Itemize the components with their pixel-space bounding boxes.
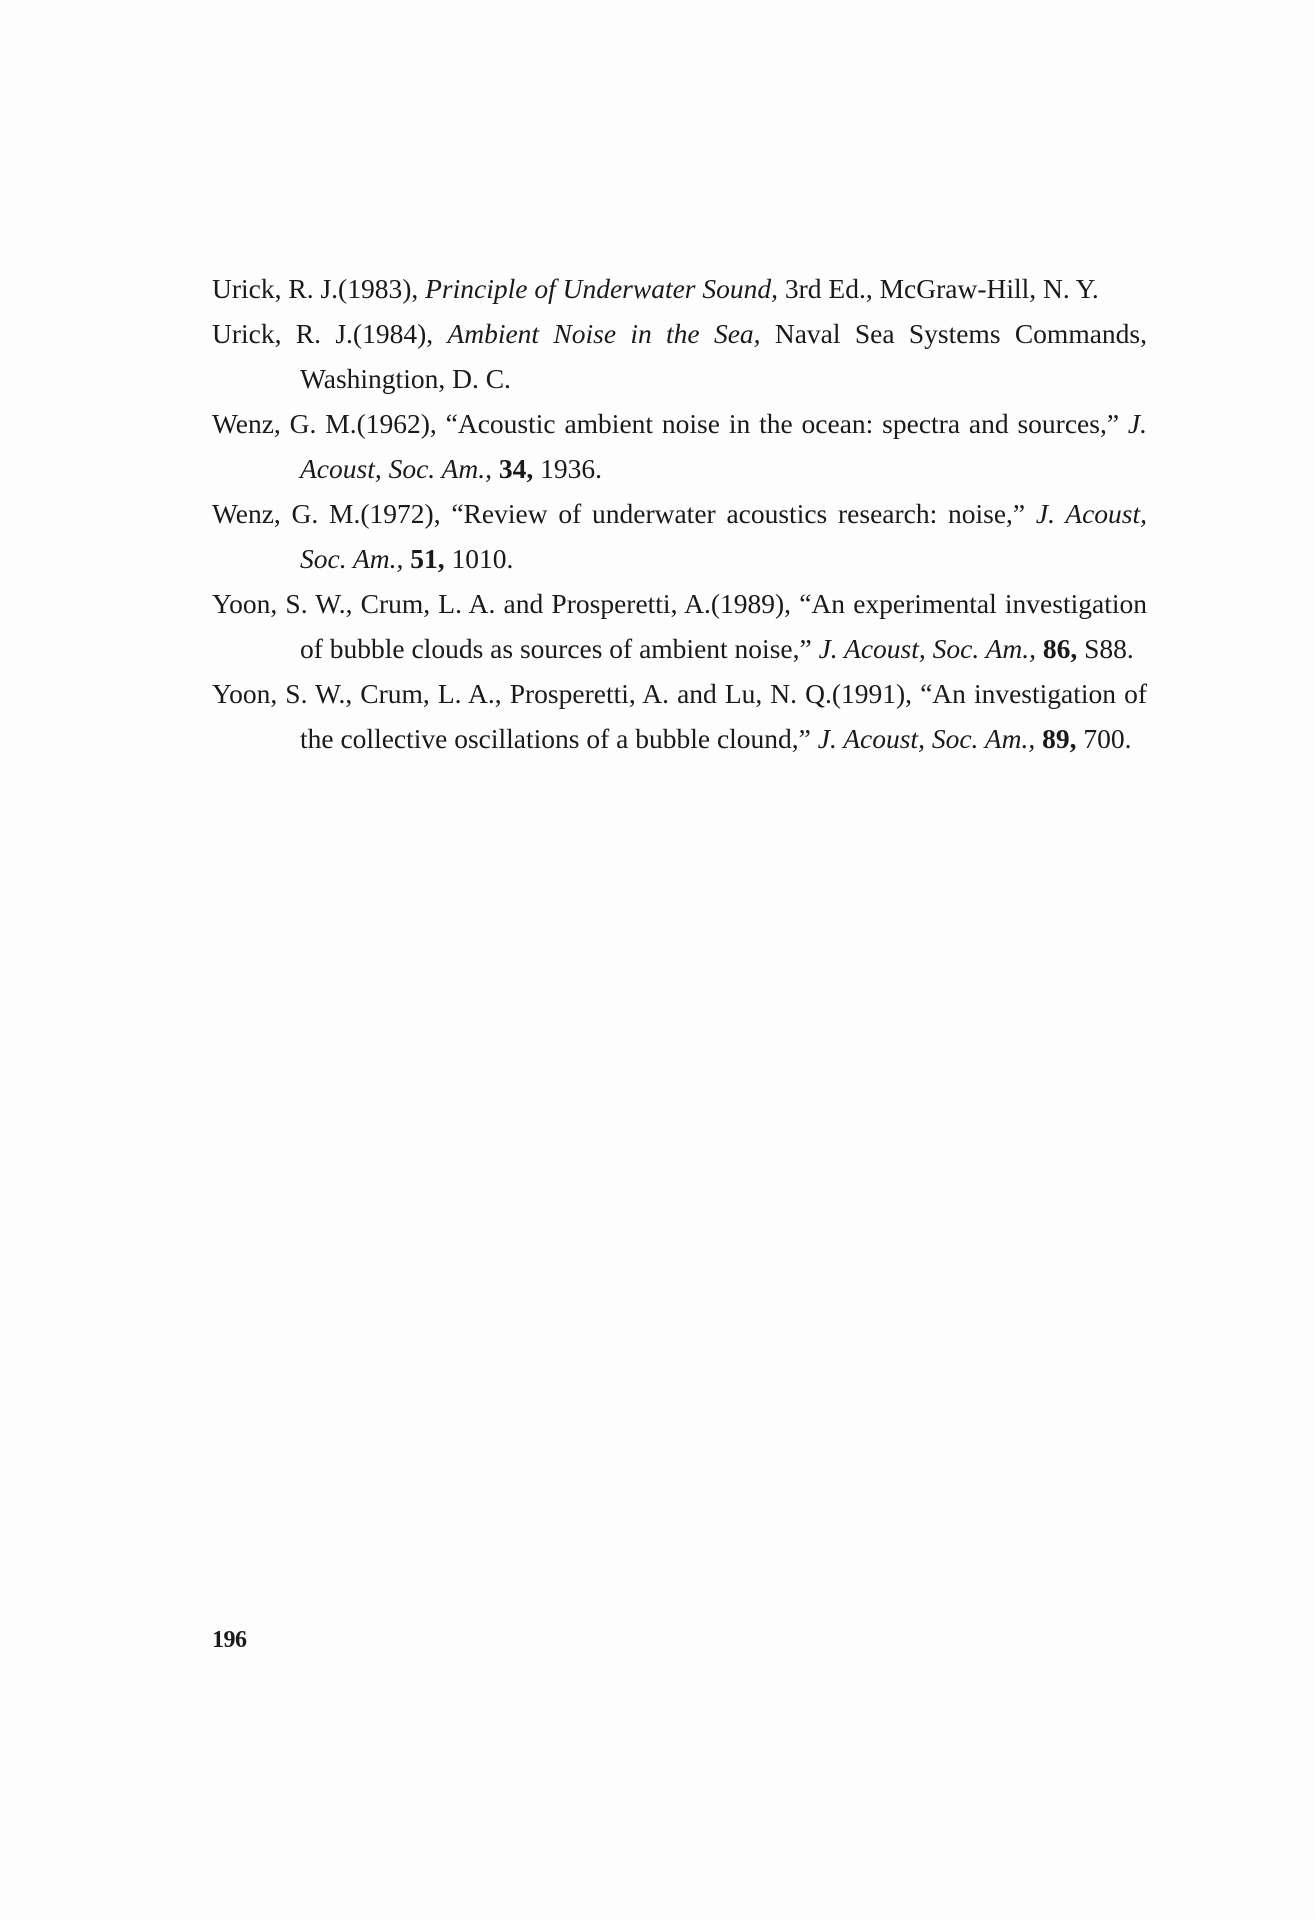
reference-journal: J. Acoust, Soc. Am., (817, 723, 1036, 754)
reference-entry (212, 401, 1147, 491)
reference-entry (212, 311, 1147, 401)
reference-pages: S88. (1077, 633, 1134, 664)
reference-title: Ambient Noise in the Sea, (447, 318, 761, 349)
reference-text: Wenz, G. M.(1972), “Review of underwater acoustics research: noise,” (212, 498, 1036, 529)
reference-pages: 700. (1076, 723, 1132, 754)
reference-text: Naval Sea Systems Commands, Washingtion, D. C. (300, 318, 1147, 394)
reference-text: Yoon, S. W., Crum, L. A. and Prosperetti, A.(1989), “An experimental investigation of bubble clouds as sources of ambient noise,” (212, 588, 1147, 664)
page-number: 196 (212, 1627, 247, 1653)
reference-journal: J. Acoust, Soc. Am., (300, 498, 1147, 574)
reference-text: Wenz, G. M.(1962), “Acoustic ambient noise in the ocean: spectra and sources,” (212, 408, 1128, 439)
reference-journal: J. Acoust, Soc. Am., (300, 408, 1147, 484)
reference-entry (212, 491, 1147, 581)
reference-volume: 86, (1035, 633, 1078, 664)
reference-volume: 34, (491, 453, 534, 484)
reference-volume: 89, (1035, 723, 1077, 754)
reference-journal: J. Acoust, Soc. Am., (818, 633, 1036, 664)
reference-entry (212, 581, 1147, 671)
reference-text: 3rd Ed., McGraw-Hill, N. Y. (778, 273, 1099, 304)
reference-text: Yoon, S. W., Crum, L. A., Prosperetti, A. and Lu, N. Q.(1991), “An investigation of the collective oscillations of a bubble clound,” (212, 678, 1147, 754)
reference-entry (212, 671, 1147, 761)
reference-title: Principle of Underwater Sound, (425, 273, 778, 304)
reference-text: Urick, R. J.(1984), (212, 318, 448, 349)
reference-list (212, 266, 1147, 761)
reference-pages: 1936. (533, 453, 602, 484)
reference-entry (212, 266, 1147, 311)
reference-pages: 1010. (444, 543, 514, 574)
reference-volume: 51, (403, 543, 445, 574)
reference-text: Urick, R. J.(1983), (212, 273, 426, 304)
